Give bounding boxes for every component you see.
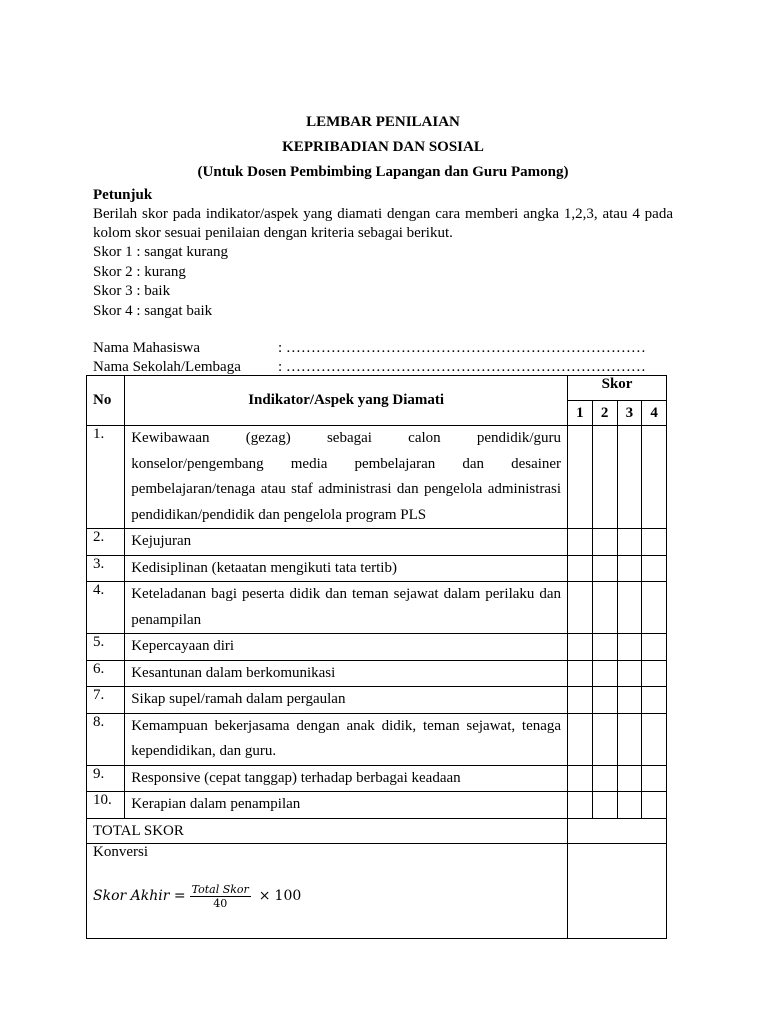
score-cell-3[interactable] xyxy=(617,555,642,582)
table-row xyxy=(87,713,667,765)
row-number: 4. xyxy=(87,582,125,634)
final-score-formula xyxy=(93,883,561,910)
nama-sekolah-field: : ……………………………………………………………… xyxy=(278,359,646,375)
row-indikator: Kesantunan dalam berkomunikasi xyxy=(125,660,568,687)
nama-mahasiswa-label: Nama Mahasiswa xyxy=(93,340,201,356)
row-indikator: Kemampuan bekerjasama dengan anak didik, teman sejawat, tenaga kependidikan, dan guru. xyxy=(125,713,568,765)
score-cell-4[interactable] xyxy=(642,713,667,765)
row-indikator: Sikap supel/ramah dalam pergaulan xyxy=(125,687,568,714)
header-skor: Skor xyxy=(568,376,667,401)
header-score-1: 1 xyxy=(568,401,593,426)
konversi-label: Konversi xyxy=(93,843,148,860)
doc-title: LEMBAR PENILAIAN xyxy=(306,114,460,130)
score-cell-4[interactable] xyxy=(642,634,667,661)
assessment-rows xyxy=(87,426,667,819)
score-cell-1[interactable] xyxy=(568,765,593,792)
header-no: No xyxy=(87,376,125,426)
score-cell-1[interactable] xyxy=(568,529,593,556)
formula-multiplier: 100 xyxy=(274,888,302,904)
score-cell-3[interactable] xyxy=(617,582,642,634)
row-number: 10. xyxy=(87,792,125,819)
row-number: 7. xyxy=(87,687,125,714)
score-cell-2[interactable] xyxy=(592,713,617,765)
score-cell-2[interactable] xyxy=(592,765,617,792)
table-row xyxy=(87,765,667,792)
score-cell-2[interactable] xyxy=(592,426,617,529)
score-cell-3[interactable] xyxy=(617,713,642,765)
row-indikator: Kepercayaan diri xyxy=(125,634,568,661)
score-cell-2[interactable] xyxy=(592,792,617,819)
skor-criteria-1: Skor 1 : sangat kurang xyxy=(93,244,228,260)
score-cell-4[interactable] xyxy=(642,687,667,714)
score-cell-3[interactable] xyxy=(617,687,642,714)
row-indikator: Kewibawaan (gezag) sebagai calon pendidik/guru konselor/pengembang media pembelajaran dan desainer pembelajaran/tenaga atau staf administrasi dan pengelola administrasi pendidikan/pendidik dan pengelola program PLS xyxy=(125,426,568,529)
formula-times: × xyxy=(258,888,271,904)
score-cell-2[interactable] xyxy=(592,687,617,714)
score-cell-1[interactable] xyxy=(568,634,593,661)
score-cell-1[interactable] xyxy=(568,555,593,582)
petunjuk-heading: Petunjuk xyxy=(93,187,153,203)
score-cell-2[interactable] xyxy=(592,660,617,687)
score-cell-4[interactable] xyxy=(642,529,667,556)
table-row xyxy=(87,555,667,582)
formula-lhs: Skor Akhir = xyxy=(93,888,186,904)
row-number: 2. xyxy=(87,529,125,556)
score-cell-3[interactable] xyxy=(617,765,642,792)
konversi-cell xyxy=(87,843,568,938)
table-row xyxy=(87,660,667,687)
skor-criteria-3: Skor 3 : baik xyxy=(93,283,171,299)
score-cell-3[interactable] xyxy=(617,660,642,687)
total-row xyxy=(87,818,667,843)
score-cell-1[interactable] xyxy=(568,713,593,765)
score-cell-2[interactable] xyxy=(592,634,617,661)
nama-mahasiswa-row xyxy=(93,339,673,358)
skor-criteria-2: Skor 2 : kurang xyxy=(93,263,186,280)
score-cell-4[interactable] xyxy=(642,426,667,529)
table-row xyxy=(87,582,667,634)
score-cell-2[interactable] xyxy=(592,582,617,634)
table-row xyxy=(87,687,667,714)
score-cell-1[interactable] xyxy=(568,792,593,819)
formula-fraction xyxy=(190,883,251,910)
header-score-3: 3 xyxy=(617,401,642,426)
score-cell-1[interactable] xyxy=(568,582,593,634)
total-label: TOTAL SKOR xyxy=(87,818,568,843)
assessment-table xyxy=(86,375,667,939)
document-page xyxy=(93,110,673,377)
row-number: 5. xyxy=(87,634,125,661)
score-cell-4[interactable] xyxy=(642,792,667,819)
table-row xyxy=(87,529,667,556)
score-cell-1[interactable] xyxy=(568,660,593,687)
formula-denominator: 40 xyxy=(213,896,228,910)
score-cell-2[interactable] xyxy=(592,529,617,556)
score-cell-3[interactable] xyxy=(617,634,642,661)
nama-sekolah-label: Nama Sekolah/Lembaga xyxy=(93,359,241,375)
table-row xyxy=(87,792,667,819)
score-cell-4[interactable] xyxy=(642,660,667,687)
row-number: 9. xyxy=(87,765,125,792)
header-score-2: 2 xyxy=(592,401,617,426)
row-indikator: Kerapian dalam penampilan xyxy=(125,792,568,819)
score-cell-4[interactable] xyxy=(642,582,667,634)
nama-mahasiswa-field: : ……………………………………………………………… xyxy=(278,340,646,356)
doc-audience: (Untuk Dosen Pembimbing Lapangan dan Guru Pamong) xyxy=(197,164,569,180)
row-indikator: Responsive (cepat tanggap) terhadap berbagai keadaan xyxy=(125,765,568,792)
score-cell-4[interactable] xyxy=(642,765,667,792)
header-score-4: 4 xyxy=(642,401,667,426)
konversi-row xyxy=(87,843,667,938)
table-row xyxy=(87,634,667,661)
table-row xyxy=(87,426,667,529)
formula-numerator: Total Skor xyxy=(191,882,249,896)
score-cell-3[interactable] xyxy=(617,426,642,529)
row-indikator: Kedisiplinan (ketaatan mengikuti tata tertib) xyxy=(125,555,568,582)
score-cell-1[interactable] xyxy=(568,687,593,714)
score-cell-4[interactable] xyxy=(642,555,667,582)
score-cell-2[interactable] xyxy=(592,555,617,582)
header-indikator: Indikator/Aspek yang Diamati xyxy=(125,376,568,426)
doc-subtitle: KEPRIBADIAN DAN SOSIAL xyxy=(282,139,484,155)
petunjuk-text: Berilah skor pada indikator/aspek yang diamati dengan cara memberi angka 1,2,3, atau 4 pada kolom skor sesuai penilaian dengan kriteria sebagai berikut. xyxy=(93,206,673,241)
total-score-cell[interactable] xyxy=(568,818,667,843)
row-number: 1. xyxy=(87,426,125,529)
konversi-score-cell[interactable] xyxy=(568,843,667,938)
score-cell-1[interactable] xyxy=(568,426,593,529)
row-indikator: Kejujuran xyxy=(125,529,568,556)
score-cell-3[interactable] xyxy=(617,529,642,556)
score-cell-3[interactable] xyxy=(617,792,642,819)
skor-criteria-4: Skor 4 : sangat baik xyxy=(93,302,213,319)
row-number: 6. xyxy=(87,660,125,687)
row-number: 8. xyxy=(87,713,125,765)
row-number: 3. xyxy=(87,555,125,582)
row-indikator: Keteladanan bagi peserta didik dan teman sejawat dalam perilaku dan penampilan xyxy=(125,582,568,634)
